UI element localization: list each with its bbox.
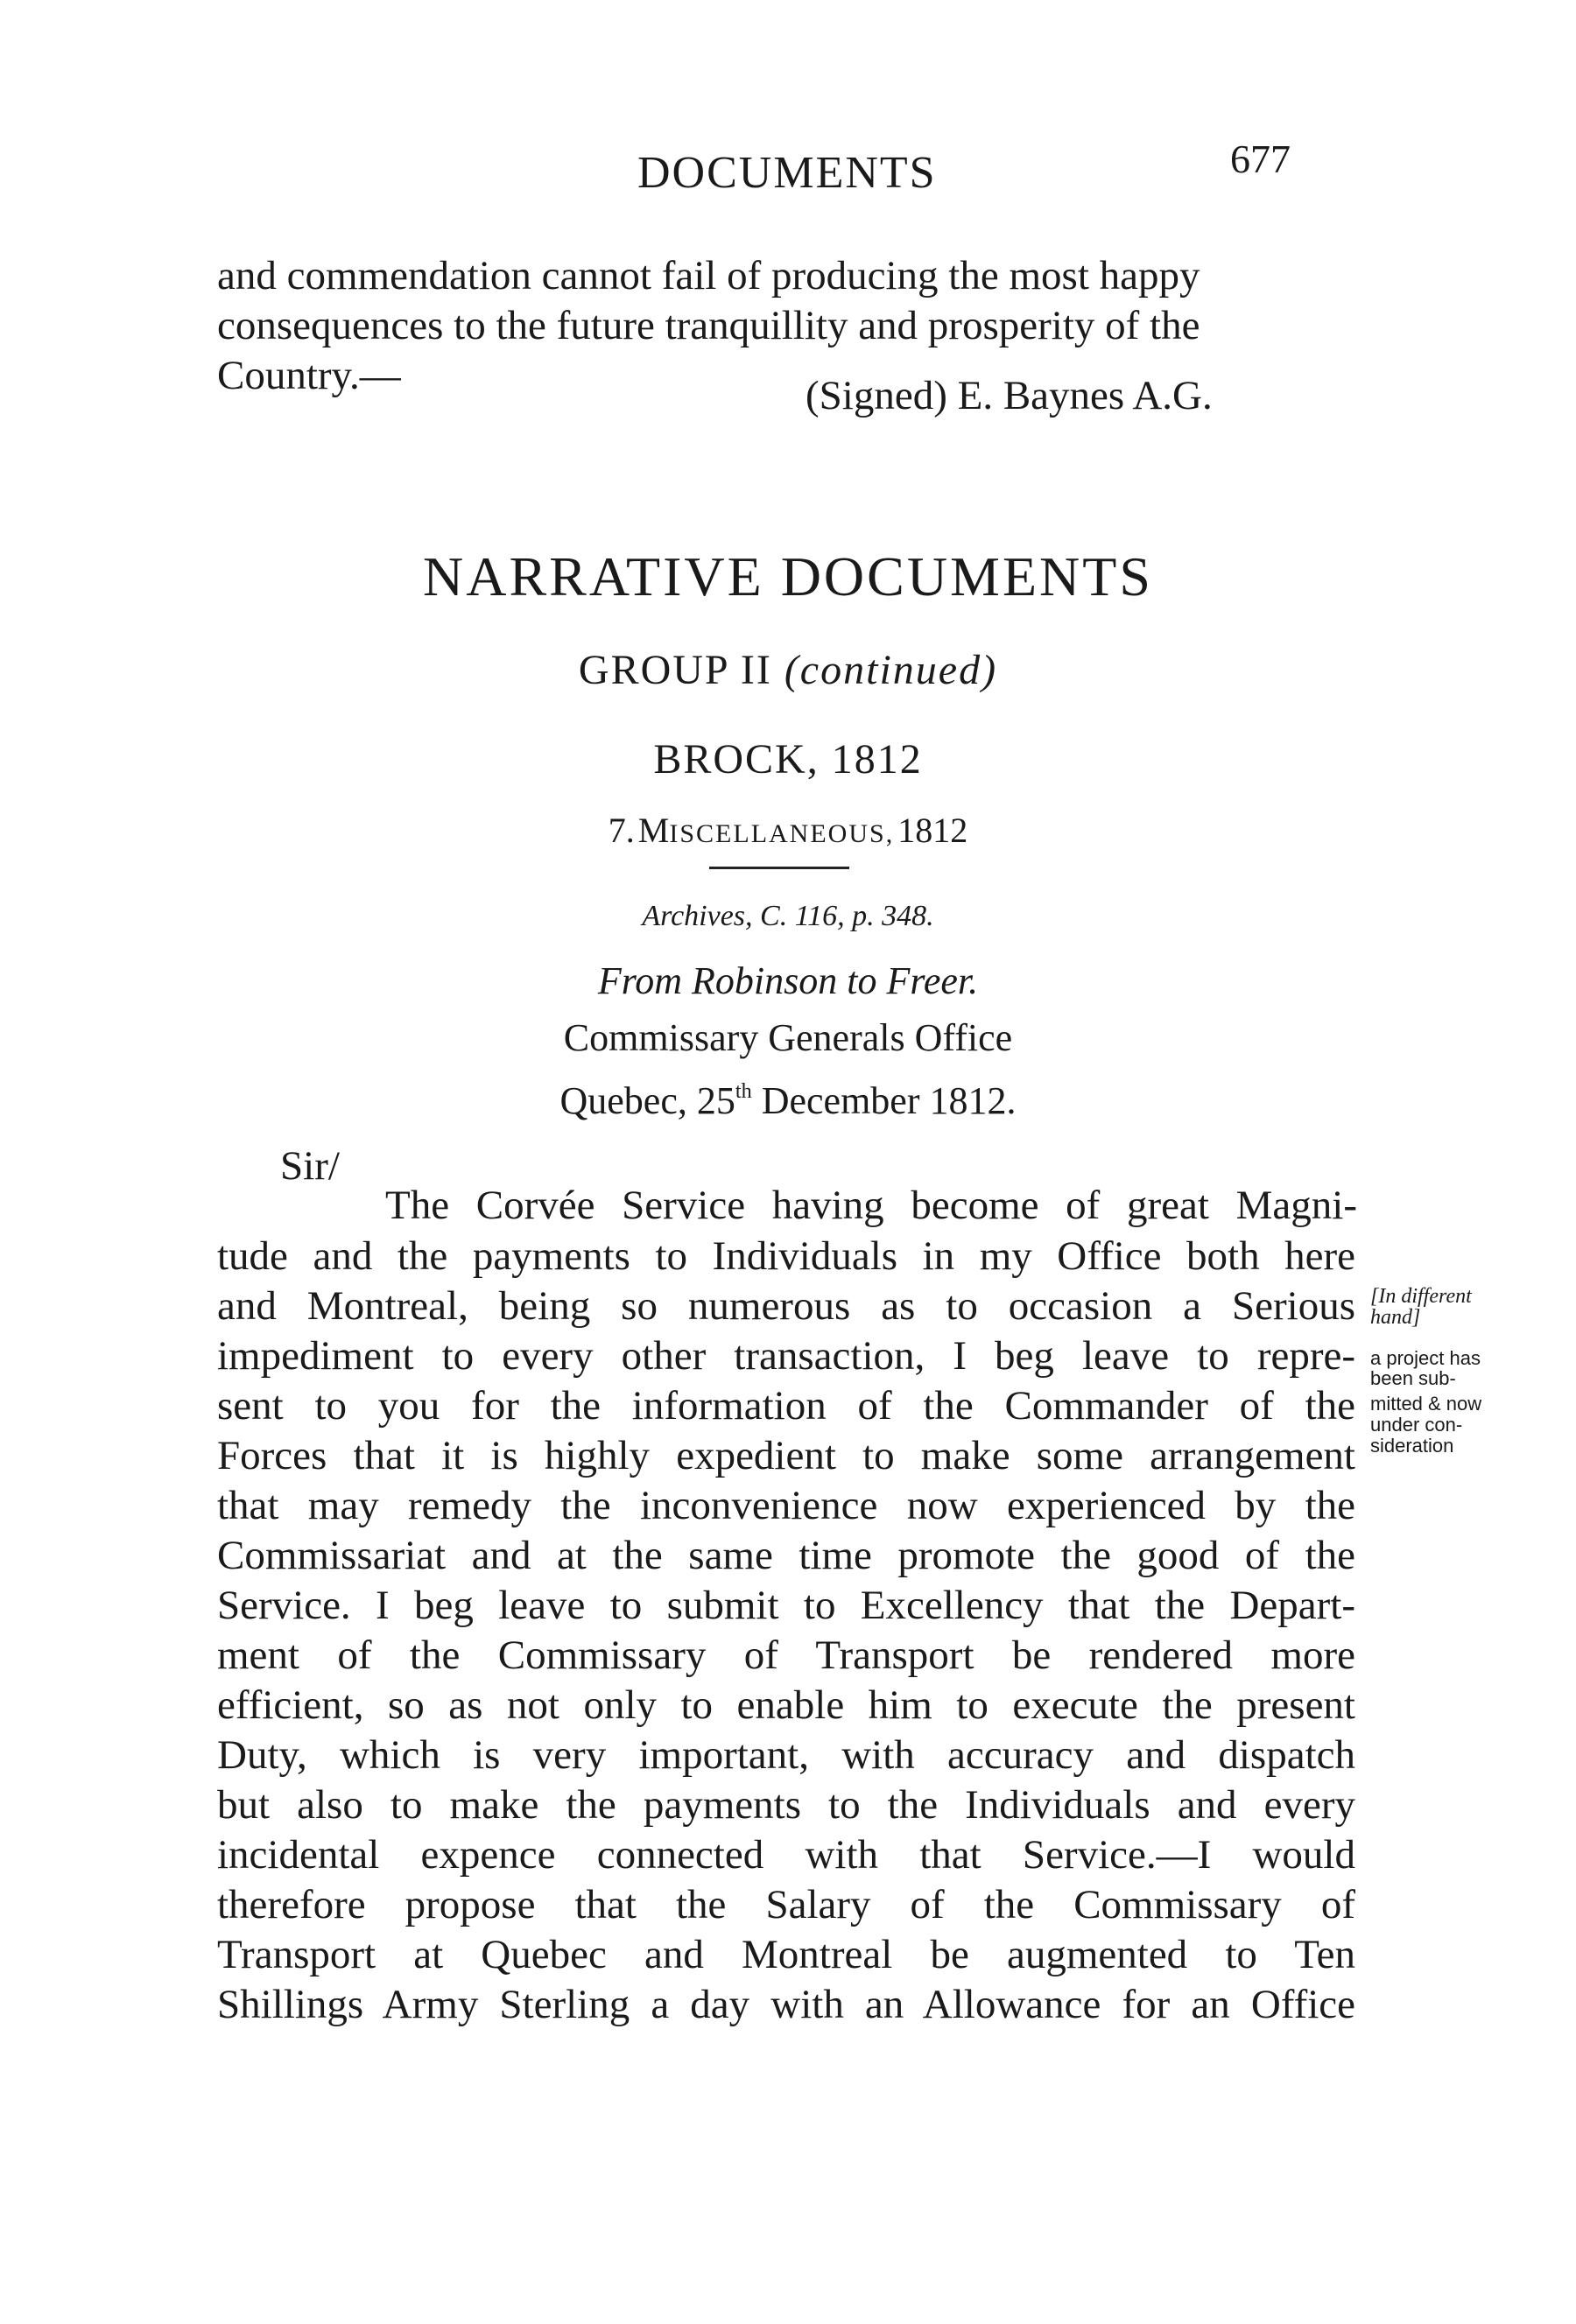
letter-office: Commissary Generals Office bbox=[563, 1016, 1013, 1059]
place-date: Quebec, 25 bbox=[559, 1079, 735, 1122]
text-line: Transport at Quebec and Montreal be augmented to Ten bbox=[217, 1932, 1355, 1977]
letter-from-to: From Robinson to Freer. bbox=[597, 959, 979, 1002]
page-number: 677 bbox=[1230, 137, 1291, 181]
text-line: but also to make the payments to the Individuals and every bbox=[217, 1782, 1355, 1828]
text-line: consequences to the future tranquillity and prosperity of the bbox=[217, 303, 1200, 348]
margin-note-line: hand] bbox=[1370, 1306, 1421, 1329]
date-rest: December 1812. bbox=[751, 1079, 1017, 1122]
margin-note-line: been sub- bbox=[1370, 1367, 1456, 1389]
text-line: and Montreal, being so numerous as to occasion a Serious bbox=[217, 1283, 1355, 1329]
letter-place-date bbox=[0, 1078, 1576, 1123]
divider bbox=[709, 867, 849, 869]
text-line: and commendation cannot fail of producing the most happy bbox=[217, 253, 1200, 298]
text-line: impediment to every other transaction, I beg leave to repre- bbox=[217, 1333, 1355, 1379]
text-line: Duty, which is very important, with accuracy and dispatch bbox=[217, 1732, 1355, 1778]
date-superscript: th bbox=[735, 1078, 752, 1103]
margin-note-line: a project has bbox=[1370, 1347, 1481, 1369]
subject-heading: BROCK, 1812 bbox=[653, 736, 923, 783]
text-line: Commissariat and at the same time promote the good of the bbox=[217, 1533, 1355, 1578]
salutation: Sir/ bbox=[280, 1143, 340, 1189]
text-line: Service. I beg leave to submit to Excellency that the Depart- bbox=[217, 1583, 1355, 1628]
archive-source: Archives, C. 116, p. 348. bbox=[642, 900, 934, 932]
group-note: (continued) bbox=[784, 647, 998, 693]
text-line: efficient, so as not only to enable him to execute the present bbox=[217, 1682, 1355, 1728]
subsection-year: 1812 bbox=[897, 811, 968, 850]
margin-note-line: mitted & now bbox=[1370, 1393, 1482, 1415]
subsection-initial: M bbox=[637, 811, 670, 850]
section-title: NARRATIVE DOCUMENTS bbox=[423, 545, 1153, 607]
subsection-heading bbox=[0, 810, 1576, 851]
running-head: DOCUMENTS bbox=[637, 148, 937, 198]
group-heading bbox=[0, 646, 1576, 694]
text-line: that may remedy the inconvenience now experienced by the bbox=[217, 1483, 1355, 1528]
text-line: therefore propose that the Salary of the Commissary of bbox=[217, 1882, 1355, 1927]
text-line: sent to you for the information of the Commander of the bbox=[217, 1383, 1355, 1429]
text-line: ment of the Commissary of Transport be rendered more bbox=[217, 1632, 1355, 1678]
subsection-number: 7. bbox=[608, 811, 635, 850]
margin-note-line: sideration bbox=[1370, 1435, 1454, 1457]
group-label: GROUP II bbox=[578, 647, 772, 693]
subsection-word: ISCELLANEOUS, bbox=[669, 819, 895, 848]
text-line: Shillings Army Sterling a day with an Allowance for an Office bbox=[217, 1982, 1355, 2027]
text-line: The Corvée Service having become of great Magni- bbox=[385, 1183, 1357, 1228]
text-line: incidental expence connected with that Service.—I would bbox=[217, 1832, 1355, 1878]
margin-note-line: under con- bbox=[1370, 1414, 1463, 1436]
signature: (Signed) E. Baynes A.G. bbox=[806, 373, 1213, 418]
text-line: Country.— bbox=[217, 353, 401, 398]
margin-note-line: [In different bbox=[1370, 1285, 1472, 1308]
text-line: Forces that it is highly expedient to make some arrangement bbox=[217, 1433, 1355, 1478]
text-line: tude and the payments to Individuals in my Office both here bbox=[217, 1233, 1355, 1279]
